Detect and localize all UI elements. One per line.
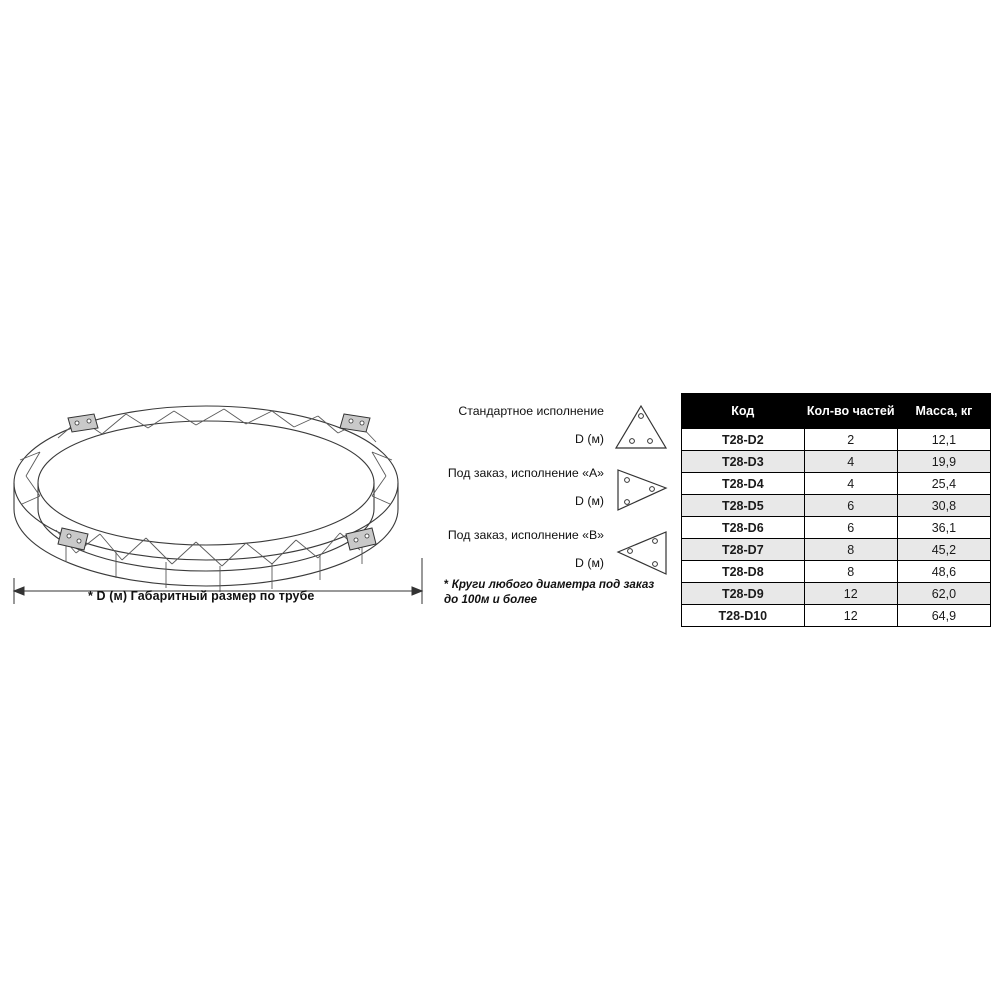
variant-row-a <box>446 466 672 528</box>
column-header-code: Код <box>682 394 805 429</box>
variant-a-text <box>448 466 604 508</box>
cell-code: T28-D9 <box>682 583 805 605</box>
cell-code: T28-D6 <box>682 517 805 539</box>
dimension-caption: * D (м) Габаритный размер по трубе <box>88 589 315 603</box>
table-row <box>682 539 991 561</box>
cell-code: T28-D8 <box>682 561 805 583</box>
cell-code: T28-D7 <box>682 539 805 561</box>
cell-parts: 6 <box>804 517 897 539</box>
variant-standard-dim: D (м) <box>575 432 604 446</box>
variant-a-title: Под заказ, исполнение «A» <box>447 466 604 480</box>
table-row <box>682 583 991 605</box>
cell-parts: 12 <box>804 605 897 627</box>
cell-mass: 12,1 <box>897 429 990 451</box>
cell-code: T28-D10 <box>682 605 805 627</box>
triangle-b-icon <box>610 526 672 582</box>
cell-parts: 2 <box>804 429 897 451</box>
cell-parts: 8 <box>804 539 897 561</box>
triangle-standard-icon <box>610 402 672 458</box>
order-note-star: * <box>444 578 449 591</box>
cell-parts: 12 <box>804 583 897 605</box>
variant-row-standard <box>446 404 672 466</box>
cell-code: T28-D5 <box>682 495 805 517</box>
cell-mass: 45,2 <box>897 539 990 561</box>
cell-mass: 30,8 <box>897 495 990 517</box>
order-note <box>444 578 684 607</box>
variant-a-dim: D (м) <box>575 494 604 508</box>
variant-b-text <box>448 528 604 570</box>
cell-mass: 64,9 <box>897 605 990 627</box>
circular-truss-drawing <box>6 378 436 618</box>
truss-connector-plate <box>58 414 376 550</box>
variant-standard-text <box>458 404 604 446</box>
cell-mass: 25,4 <box>897 473 990 495</box>
table-row <box>682 451 991 473</box>
table-row <box>682 473 991 495</box>
spec-table-container <box>681 393 991 627</box>
cell-mass: 62,0 <box>897 583 990 605</box>
truss-lattice <box>20 409 392 592</box>
cell-parts: 4 <box>804 473 897 495</box>
cell-mass: 19,9 <box>897 451 990 473</box>
order-note-line2: до 100м и более <box>444 592 538 606</box>
cell-code: T28-D4 <box>682 473 805 495</box>
cell-mass: 48,6 <box>897 561 990 583</box>
table-row <box>682 495 991 517</box>
column-header-mass: Масса, кг <box>897 394 990 429</box>
table-row <box>682 429 991 451</box>
cell-code: T28-D3 <box>682 451 805 473</box>
triangle-a-icon <box>610 464 672 520</box>
column-header-parts: Кол-во частей <box>804 394 897 429</box>
cell-code: T28-D2 <box>682 429 805 451</box>
table-row <box>682 517 991 539</box>
spec-table <box>681 393 991 627</box>
variant-b-title: Под заказ, исполнение «B» <box>447 528 604 542</box>
variant-b-dim: D (м) <box>575 556 604 570</box>
order-note-line1: Круги любого диаметра под заказ <box>451 578 655 591</box>
variant-legend <box>446 404 672 590</box>
cell-parts: 4 <box>804 451 897 473</box>
table-row <box>682 561 991 583</box>
table-row <box>682 605 991 627</box>
table-header-row <box>682 394 991 429</box>
cell-parts: 6 <box>804 495 897 517</box>
cell-parts: 8 <box>804 561 897 583</box>
cell-mass: 36,1 <box>897 517 990 539</box>
variant-standard-title: Стандартное исполнение <box>458 404 604 418</box>
